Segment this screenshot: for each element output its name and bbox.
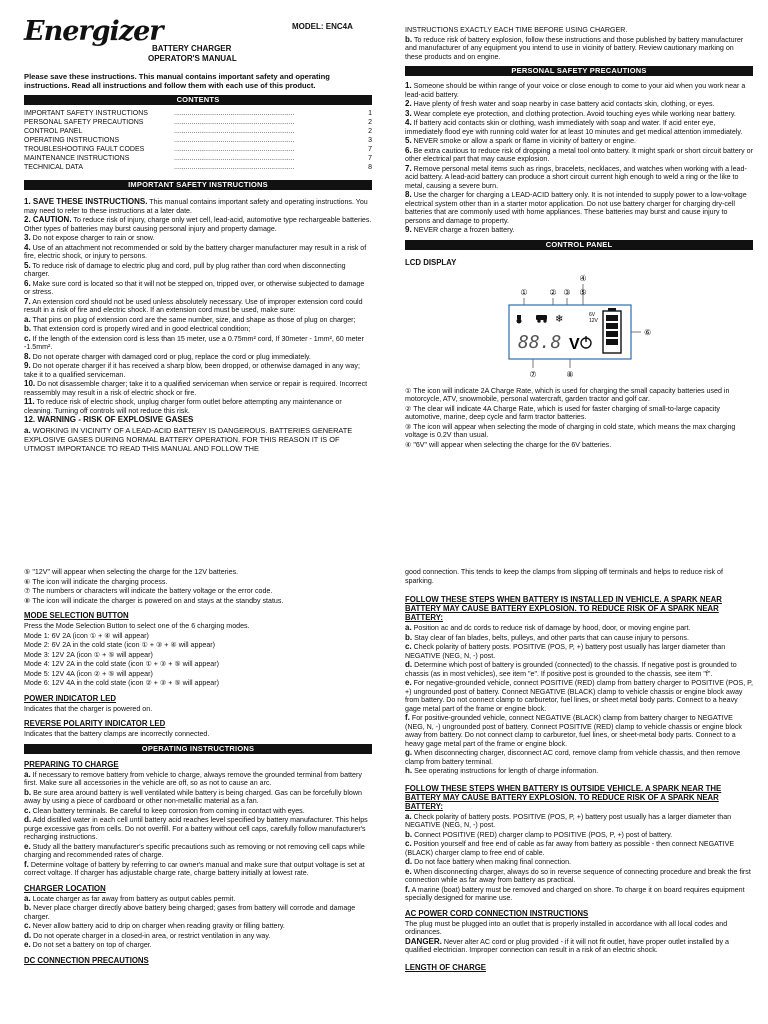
- text-line: Mode 3: 12V 2A (icon ① + ⑤ will appear): [24, 650, 153, 659]
- list-item: a. Position ac and dc cords to reduce risk of damage by hood, door, or moving engine part.: [405, 623, 691, 632]
- list-item: d. Determine which post of battery is grounded (connected) to the chassis. If negative post is grounded to chassis (as in most vehicles), see item "e". If positive post is grounded to the chassis, see item "f".: [405, 660, 737, 678]
- ac-title: AC POWER CORD CONNECTION INSTRUCTIONS: [405, 908, 589, 918]
- text-line: Mode 1: 6V 2A (icon ① + ④ will appear): [24, 631, 149, 640]
- personal-list: [405, 82, 753, 235]
- list-item: b. Be sure area around battery is well ventilated while battery is being charged. Gas can be forcefully blown away by using a piece of cardboard or other non-metallic material as a fan.: [24, 787, 362, 805]
- list-item: a. That pins on plug of extension cord are the same number, size, and shape as those of plug on charger;: [24, 314, 356, 324]
- mode-title: MODE SELECTION BUTTON: [24, 611, 129, 620]
- intro-text: Please save these instructions. This manual contains important safety and operating instructions. Read all instructions and follow them with each use of this product.: [24, 72, 330, 90]
- callout-2: ②: [549, 287, 557, 297]
- list-item: d. Do not face battery when making final connection.: [405, 857, 572, 866]
- toc-row[interactable]: TROUBLESHOOTING FAULT CODES .............................................................. 7: [24, 146, 372, 153]
- list-item: c. Never allow battery acid to drip on charger when reading gravity or filling battery.: [24, 921, 285, 930]
- list-item: 2. CAUTION. To reduce risk of injury, charge only wet cell, lead-acid, automotive type rechargeable batteries. Other types of batteries may burst causing personal injury and property damage.: [24, 215, 372, 233]
- instructions-exact: INSTRUCTIONS EXACTLY EACH TIME BEFORE USING CHARGER.: [405, 26, 628, 34]
- list-item: 7. Remove personal metal items such as rings, bracelets, necklaces, and watches when working with a lead-acid battery. A lead-acid battery can produce a short circuit current high enough to weld a ring or the like to metal, causing a severe burn.: [405, 163, 747, 190]
- list-item: a. Check polarity of battery posts. POSITIVE (POS, P, +) battery post usually has a larger diameter than NEGATIVE (NEG, N, -) post.: [405, 811, 732, 829]
- toc-row[interactable]: TECHNICAL DATA .............................................................. 8: [24, 164, 372, 171]
- toc-row[interactable]: PERSONAL SAFETY PRECAUTIONS .............................................................. 2: [24, 119, 372, 126]
- control-header: CONTROL PANEL: [405, 240, 753, 250]
- ac-text: The plug must be plugged into an outlet that is properly installed in accordance with all local codes and ordinances.: [405, 919, 728, 936]
- list-item: 7. An extension cord should not be used unless absolutely necessary. Use of improper extension cord could result in a risk of fire and electric shock. If an extension cord must be used, make sure:: [24, 296, 363, 314]
- model-number: MODEL: ENC4A: [292, 22, 353, 31]
- page2-right-column: [405, 568, 753, 974]
- title-line-1: BATTERY CHARGER: [152, 44, 232, 53]
- text-line: ⑤ "12V" will appear when selecting the charge for the 12V batteries.: [24, 568, 239, 576]
- icon-notes: [405, 387, 753, 450]
- energizer-logo: Energizer: [24, 16, 163, 47]
- lcd-6v: 6V: [589, 311, 596, 318]
- callout-6: ⑥: [644, 327, 652, 337]
- motorcycle-icon: [517, 315, 521, 319]
- list-item: 2. Have plenty of fresh water and soap nearby in case battery acid contacts skin, clothing, or eyes.: [405, 99, 715, 108]
- prep-title: PREPARING TO CHARGE: [24, 759, 119, 769]
- callout-4: ④: [579, 273, 587, 283]
- list-item: g. When disconnecting charger, disconnect AC cord, remove clamp from vehicle chassis, and then remove clamp from battery terminal.: [405, 748, 741, 766]
- connection-text: good connection. This tends to keep the clamps from slipping off terminals and helps to reduce risk of sparking.: [405, 568, 723, 585]
- text-line: ① The icon will indicate 2A Charge Rate, which is used for charging the small capacity batteries used in motorcycle, ATV, snowmobile, personal watercraft, garden tractor and golf car.: [405, 386, 730, 403]
- list-item: 11. To reduce risk of electric shock, unplug charger form outlet before attempting any maintenance or cleaning. Turning off controls will not reduce this risk.: [24, 397, 342, 415]
- list-item: c. Position yourself and free end of cable as far away from battery as possible - then connect NEGATIVE (BLACK) charger clamp to free end of cable.: [405, 839, 735, 857]
- lcd-volt: V: [569, 335, 580, 353]
- list-item: 4. If battery acid contacts skin or clothing, wash immediately with soap and water. If acid enter eye, immediately flood eye with running cold water for at least 10 minutes and get medical attention immediately.: [405, 118, 743, 136]
- lcd-digits: 88.8: [518, 331, 562, 353]
- text-line: ⑥ The icon will indicate the charging process.: [24, 577, 168, 586]
- list-item: c. If the length of the extension cord is less than 15 meter, use a 0.75mm² cord, If 30meter - 1mm², 60 meter -1.5mm².: [24, 333, 364, 351]
- list-item: f. A marine (boat) battery must be removed and charged on shore. To charge it on board requires equipment specially designed for marine use.: [405, 884, 745, 902]
- text-line: Mode 2: 6V 2A in the cold state (icon ① + ③ + ④ will appear): [24, 641, 216, 649]
- list-item: 9. NEVER charge a frozen battery.: [405, 225, 515, 234]
- location-list: [24, 895, 372, 950]
- callout-3: ③: [563, 287, 571, 297]
- list-item: f. For positive-grounded vehicle, connect NEGATIVE (BLACK) clamp from battery charger to NEGATIVE (NEG, N, -) ungrounded post of battery. Connect POSITIVE (RED) clamp to vehicle chassis or engine block away from battery. Do not connect clamp to carburetor, fuel lines, or sheet-metal body parts. Connect to a heavy gage metal part of the frame or engine block.: [405, 713, 742, 748]
- text-line: ② The clear will indicate 4A Charge Rate, which is used for faster charging of small-to-large capacity automotive, marine, deep cycle and farm tractor batteries.: [405, 404, 720, 421]
- list-item: 1. Someone should be within range of your voice or close enough to come to your aid when you work near a lead-acid battery.: [405, 81, 746, 99]
- text-line: Mode 4: 12V 2A in the cold state (icon ① + ③ + ⑤ will appear): [24, 660, 219, 668]
- location-title: CHARGER LOCATION: [24, 883, 106, 893]
- power-led-text: Indicates that the charger is powered on.: [24, 704, 153, 713]
- safety-list: [24, 198, 372, 425]
- outside-list: [405, 813, 753, 903]
- list-item: 3. Wear complete eye protection, and clothing protection. Avoid touching eyes while working near battery.: [405, 108, 736, 118]
- list-item: c. Clean battery terminals. Be careful to keep corrosion from coming in contact with eyes.: [24, 805, 305, 815]
- callout-7: ⑦: [529, 369, 537, 379]
- manual-page-2: [0, 556, 768, 1024]
- outside-title: FOLLOW THESE STEPS WHEN BATTERY IS OUTSIDE VEHICLE. A SPARK NEAR THE BATTERY MAY CAUSE BATTERY EXPLOSION. TO REDUCE RISK OF A SPARK NEAR BATTERY:: [405, 783, 722, 811]
- title-line-2: OPERATOR'S MANUAL: [148, 54, 237, 63]
- list-item: 12. WARNING - RISK OF EXPLOSIVE GASES: [24, 415, 194, 424]
- list-item: d. Do not operate charger in a closed-in area, or restrict ventilation in any way.: [24, 930, 271, 940]
- text-line: Mode 5: 12V 4A (icon ② + ⑤ will appear): [24, 669, 153, 678]
- danger-paragraph: DANGER. Never alter AC cord or plug provided - if it will not fit outlet, have proper outlet installed by a qualified electrician. Improper connection can result in a risk of an electric shock.: [405, 936, 729, 954]
- lcd-display-svg: [405, 271, 753, 383]
- list-item: b. That extension cord is properly wired and in good electrical condition;: [24, 324, 251, 333]
- length-title: LENGTH OF CHARGE: [405, 962, 486, 972]
- mode-list: [24, 622, 372, 688]
- list-item: e. When disconnecting charger, always do so in reverse sequence of connecting procedure and break the first connection while as far away from battery as practical.: [405, 866, 751, 884]
- list-item: b. Stay clear of fan blades, belts, pulleys, and other parts that can cause injury to persons.: [405, 632, 689, 642]
- car-icon: [536, 315, 547, 320]
- list-item: 4. Use of an attachment not recommended or sold by the battery charger manufacturer may result in a risk of fire, electric shock, or injury to persons.: [24, 242, 367, 260]
- risk-paragraph: b. To reduce risk of battery explosion, follow these instructions and those published by battery manufacturer and manufacturer of any equipment you intend to use in vicinity of battery. Review cautionary marking on these products and on engine.: [405, 34, 744, 61]
- list-item: 9. Do not operate charger if it has received a sharp blow, been dropped, or otherwise damaged in any way; take it to a qualified serviceman.: [24, 361, 360, 379]
- toc-row[interactable]: CONTROL PANEL .............................................................. 2: [24, 128, 372, 135]
- manual-title: [148, 44, 237, 64]
- callout-5: ⑤: [579, 287, 587, 297]
- power-led-title: POWER INDICATOR LED: [24, 693, 116, 703]
- list-item: e. Do not set a battery on top of charger.: [24, 940, 152, 949]
- text-line: Press the Mode Selection Button to select one of the 6 charging modes.: [24, 622, 250, 630]
- list-item: e. Study all the battery manufacturer's specific precautions such as removing or not removing cell caps while charging and recommended rates of charge.: [24, 841, 365, 859]
- list-item: 5. To reduce risk of damage to electric plug and cord, pull by plug rather than cord when disconnecting charger.: [24, 260, 346, 278]
- page1-left-column: [24, 18, 372, 454]
- icon-notes-continued: [24, 568, 372, 605]
- in-vehicle-list: [405, 624, 753, 776]
- list-item: b. Connect POSITIVE (RED) charger clamp to POSITIVE (POS, P, +) post of battery.: [405, 829, 673, 839]
- list-item: 8. Do not operate charger with damaged cord or plug, replace the cord or plug immediately.: [24, 351, 311, 361]
- list-item: e. For negative-grounded vehicle, connect POSITIVE (RED) clamp from battery charger to POSITIVE (POS, P, +) ungrounded post of battery. Connect NEGATIVE (BLACK) clamp to vehicle chassis or engine block away from battery. Do not connect clamp to carburetor, fuel lines, or sheet metal body parts. Connect to a heavy gage metal part of the frame or engine block.: [405, 678, 753, 713]
- motorcycle-wheel-icon: [517, 318, 522, 323]
- toc-row[interactable]: IMPORTANT SAFETY INSTRUCTIONS .............................................................. 1: [24, 110, 372, 117]
- reverse-led-title: REVERSE POLARITY INDICATOR LED: [24, 719, 166, 728]
- list-item: h. See operating instructions for length of charge information.: [405, 766, 599, 775]
- warning-paragraph: a. WORKING IN VICINITY OF A LEAD-ACID BATTERY IS DANGEROUS. BATTERIES GENERATE EXPLOSIVE GASES DURING NORMAL BATTERY OPERATION. FOR THIS REASON IT IS OF UTMOST IMPORTANCE TO READ THIS MANUAL AND FOLLOW THE: [24, 425, 353, 453]
- lcd-diagram: [405, 271, 753, 383]
- list-item: f. Determine voltage of battery by referring to car owner's manual and make sure that output voltage is set at correct voltage. If charger has adjustable charge rate, charge battery initially at lowest rate.: [24, 859, 365, 877]
- personal-header: PERSONAL SAFETY PRECAUTIONS: [405, 66, 753, 76]
- list-item: c. Check polarity of battery posts. POSITIVE (POS, P, +) battery post usually has larger diameter than NEGATIVE (NEG, N, -) post.: [405, 642, 726, 660]
- prep-list: [24, 771, 372, 878]
- toc-row[interactable]: OPERATING INSTRUCTIONS .............................................................. 3: [24, 137, 372, 144]
- list-item: 5. NEVER smoke or allow a spark or flame in vicinity of battery or engine.: [405, 136, 637, 145]
- text-line: Mode 6: 12V 4A in the cold state (icon ② + ③ + ⑤ will appear): [24, 679, 219, 687]
- list-item: a. Locate charger as far away from battery as output cables permit.: [24, 893, 236, 903]
- list-item: 3. Do not expose charger to rain or snow.: [24, 233, 155, 242]
- operating-header: OPERATING INSTRUCTRIONS: [24, 744, 372, 754]
- list-item: 10. Do not disassemble charger; take it to a qualified serviceman when service or repair is required. Incorrect reassembly may result in a risk of electric shock or fire.: [24, 379, 368, 397]
- text-line: ⑦ The numbers or characters will indicate the battery voltage or the error code.: [24, 587, 273, 595]
- list-item: 6. Be extra cautious to reduce risk of dropping a metal tool onto battery. It might spark or short circuit battery or other electrical part that may cause explosion.: [405, 145, 753, 163]
- lcd-12v: 12V: [589, 317, 598, 324]
- callout-8: ⑧: [566, 369, 574, 379]
- snowflake-icon: ❄: [555, 313, 564, 325]
- contents-header: CONTENTS: [24, 95, 372, 105]
- list-item: 6. Make sure cord is located so that it will not be stepped on, tripped over, or otherwise subjected to damage or stress.: [24, 278, 365, 296]
- list-item: d. Add distilled water in each cell until battery acid reaches level specified by battery manufacturer. This helps purge excessive gas from cells. Do not overfill. For a battery without cell caps, carefully follow manufacturer's recharging instructions.: [24, 815, 368, 841]
- in-vehicle-title: FOLLOW THESE STEPS WHEN BATTERY IS INSTALLED IN VEHICLE. A SPARK NEAR BATTERY MAY CAUSE BATTERY EXPLOSION. TO REDUCE RISK OF A SPARK NEAR BATTERY:: [405, 595, 722, 622]
- dc-title: DC CONNECTION PRECAUTIONS: [24, 955, 149, 965]
- list-item: a. If necessary to remove battery from vehicle to charge, always remove the grounded terminal from battery first. Make sure all accessories in the vehicle are off, so as not to cause an arc.: [24, 769, 362, 787]
- lcd-title: LCD DISPLAY: [405, 257, 457, 267]
- page2-left-column: [24, 568, 372, 967]
- callout-1: ①: [520, 287, 528, 297]
- text-line: ③ The icon will appear when selecting the mode of charging in cold state, which means the max charging voltage is 0.2V than usual.: [405, 422, 736, 439]
- list-item: 1. SAVE THESE INSTRUCTIONS. This manual contains important safety and operating instructions. You may need to refer to these instructions at a later date.: [24, 197, 368, 215]
- list-item: 8. Use the charger for charging a LEAD-ACID battery only. It is not intended to supply power to a low-voltage electrical system other than in a starter motor application. Do not use battery charger for charging dry-cell batteries that are commonly used with home appliances. These batteries may burst and cause injury to persons and damage to property.: [405, 190, 747, 225]
- manual-header: [24, 18, 372, 72]
- reverse-led-text: Indicates that the battery clamps are incorrectly connected.: [24, 730, 210, 738]
- text-line: ⑧ The icon will indicate the charger is powered on and stays at the standby status.: [24, 596, 284, 605]
- safety-header: IMPORTANT SAFETY INSTRUCTIONS: [24, 180, 372, 190]
- table-of-contents: [24, 109, 372, 172]
- list-item: b. Never place charger directly above battery being charged; gases from battery will corrode and damage charger.: [24, 903, 356, 921]
- toc-row[interactable]: MAINTENANCE INSTRUCTIONS .............................................................. 7: [24, 155, 372, 162]
- page1-right-column: [405, 26, 753, 450]
- text-line: ④ "6V" will appear when selecting the charge for the 6V batteries.: [405, 440, 612, 449]
